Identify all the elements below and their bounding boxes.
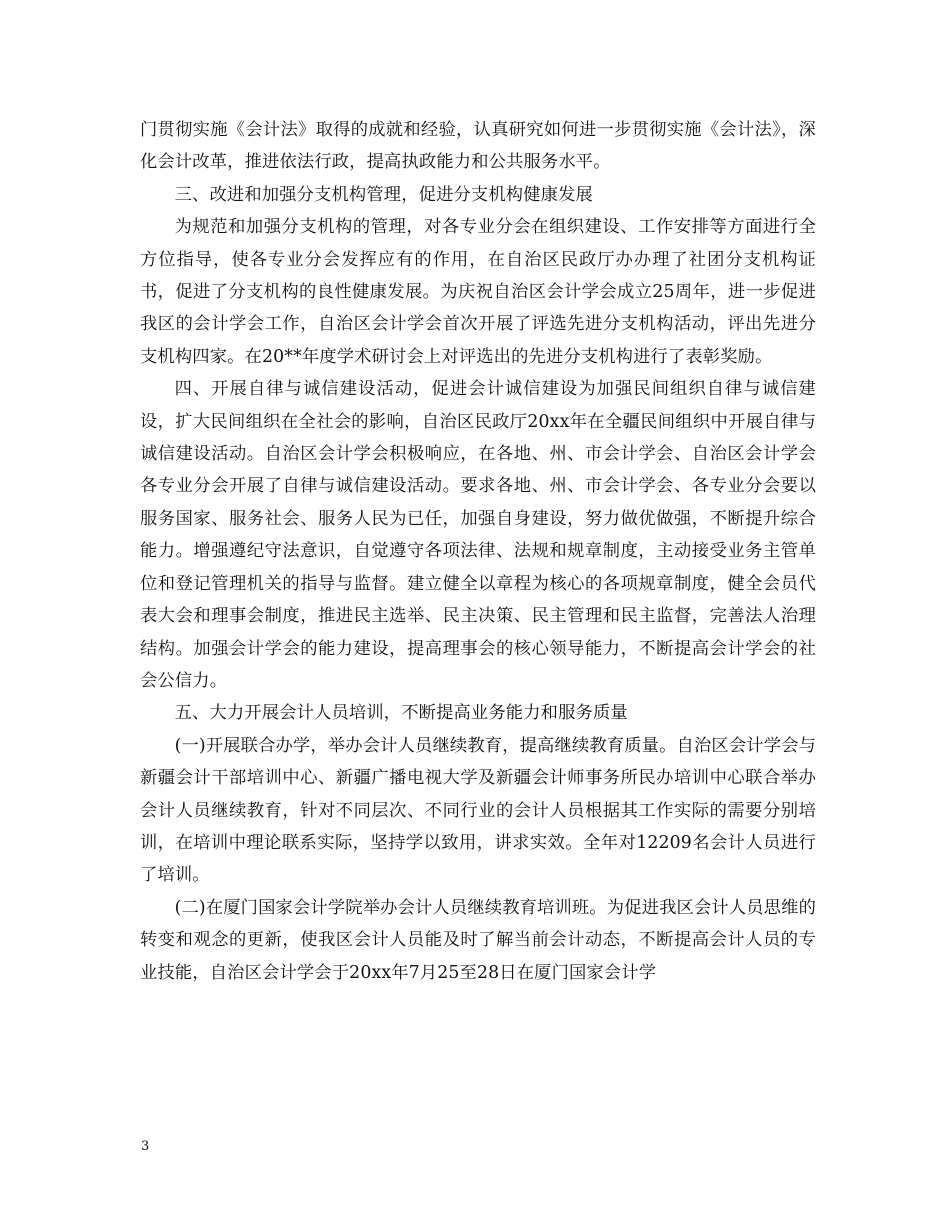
page-number: 3 <box>141 1139 150 1154</box>
paragraph-xiamen-training: (二)在厦门国家会计学院举办会计人员继续教育培训班。为促进我区会计人员思维的转变和观念的更新，使我区会计人员能及时了解当前会计动态，不断提高会计人员的专业技能，自治区会计学会于20xx年7月25至28日在厦门国家会计学 <box>140 897 816 983</box>
paragraph-branch-management: 为规范和加强分支机构的管理，对各专业分会在组织建设、工作安排等方面进行全方位指导，使各专业分会发挥应有的作用，在自治区民政厅办办理了社团分支机构证书，促进了分支机构的良性健康发展。为庆祝自治区会计学会成立25周年，进一步促进我区的会计学会工作，自治区会计学会首次开展了评选先进分支机构活动，评出先进分支机构四家。在20**年度学术研讨会上对评选出的先进分支机构进行了表彰奖励。 <box>140 217 816 367</box>
section-heading-3: 三、改进和加强分支机构管理，促进分支机构健康发展 <box>174 184 593 205</box>
paragraph-continuation: 门贯彻实施《会计法》取得的成就和经验，认真研究如何进一步贯彻实施《会计法》，深化会计改革，推进依法行政，提高执政能力和公共服务水平。 <box>140 120 816 173</box>
paragraph-joint-schooling: (一)开展联合办学，举办会计人员继续教育，提高继续教育质量。自治区会计学会与新疆会计干部培训中心、新疆广播电视大学及新疆会计师事务所民办培训中心联合举办会计人员继续教育，针对不同层次、不同行业的会计人员根据其工作实际的需要分别培训，在培训中理论联系实际，坚持学以致用，讲求实效。全年对12209名会计人员进行了培训。 <box>140 735 816 886</box>
section-heading-5: 五、大力开展会计人员培训，不断提高业务能力和服务质量 <box>174 703 628 724</box>
paragraph-self-discipline-integrity: 四、开展自律与诚信建设活动，促进会计诚信建设为加强民间组织自律与诚信建设，扩大民间组织在全社会的影响，自治区民政厅20xx年在全疆民间组织中开展自律与诚信建设活动。自治区会计学会积极响应，在各地、州、市会计学会、自治区会计学会各专业分会开展了自律与诚信建设活动。要求各地、州、市会计学会、各专业分会要以服务国家、服务社会、服务人民为已任，加强自身建设，努力做优做强，不断提升综合能力。增强遵纪守法意识，自觉遵守各项法律、法规和规章制度，主动接受业务主管单位和登记管理机关的指导与监督。建立健全以章程为核心的各项规章制度，健全会员代表大会和理事会制度，推进民主选举、民主决策、民主管理和民主监督，完善法人治理结构。加强会计学会的能力建设，提高理事会的核心领导能力，不断提高会计学会的社会公信力。 <box>140 379 816 691</box>
document-body <box>140 114 816 989</box>
